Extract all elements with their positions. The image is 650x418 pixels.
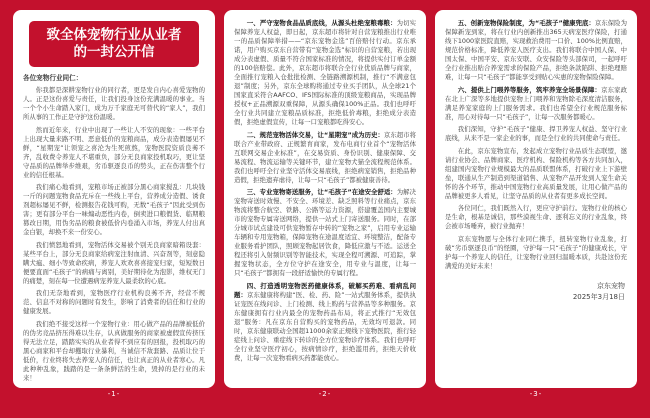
signature-date: 2025年3月18日	[572, 292, 625, 301]
letter-page-1	[13, 10, 215, 388]
page-number-1: -1-	[107, 390, 121, 398]
letter-greeting: 各位宠物行业同仁：	[23, 74, 83, 82]
letter-paragraph-petfood-chaos: 我们痛心地看到，宠粮市场正被部分黑心商家搅乱：几块钱一斤的问题宠物食品充斥在一些线上平台，营养成分造假、诱食剂超标屡见不鲜，检测报告花钱可购，无数“毛孩子”因此受到伤害；更有部分平台一味煽动恶性内卷，倒卖进口粮假货、临期粮篡改日期，用伪劣品的粮食被低价内卷涌入市场，养宠人付出真金白银，却换不来一份安心。	[23, 183, 205, 236]
section-3-heading: 三、专业宠物寄送服务，让“毛孩子”在途安全舒适：	[246, 188, 397, 196]
section-6-home-services	[445, 86, 627, 122]
section-3-pet-shipping	[234, 188, 416, 278]
section-2-heading: 二、规范宠物活体交易，让“星期宠”成为历史：	[246, 130, 384, 139]
section-5-pet-insurance	[445, 19, 627, 82]
closing-vision: 京东宠物愿与全体行业同仁携手，扭转宠物行业乱象，打破“劣币驱逐良币”的怪圈，守护每一只“毛孩子”的健康成长，守护每一个养宠人的信任，让宠物行业回归温暖本质，共赴这份充满爱的美好未来！	[445, 234, 627, 270]
section-2-body: 京东超市将联合产业带政府、正规繁育商家，发布电商行业首个“宠物活体互联网交易企业标准”，在交易资质、身份识别、健康保障、交易流程、物流运输等关键环节，建立宠物犬猫全流程规范体系。我们也呼吁全行业坚守活体交易底线，拒绝病宠销售，拒绝品种造假，拒绝遗弃虐待，让每一只“毛孩子”都被健康善待。	[234, 130, 417, 184]
page-number-3: -3-	[529, 390, 543, 398]
letter-paragraph-livepet-chaos: 我们愤怒地看到，宠物活体交易被个别无良商家暗箱设套：某些平台上，部分无良商家给病宠注射血清、兴奋剂等，刻意隐瞒犬瘟、细小等致命疾病，养宠人欢欢喜喜接宠归家，短短数日便要直面“毛孩子”的病痛与离别，美好期待化为泡影，维权无门的痛楚，刻在每一位遭遇病宠养宠人最柔软的心底。	[23, 240, 205, 285]
column-3	[435, 10, 637, 418]
section-2-livepet-trade	[234, 131, 416, 185]
letter-title-line1: 致全体宠物行业从业者	[46, 27, 182, 43]
section-1-heading: 一、严守宠物食品品质底线，从源头杜绝宠粮毒粮：	[246, 19, 397, 27]
letter-paragraph-problems: 然而近年来，行业中出现了一些让人不安的现象：一些平台上出现大量来路不明、恶意低价的宠粮商品，成分表造假屡见不鲜，“星期宠”让领宠之喜沦为生死煎熬，宠物医院资质良莠不齐，乱收费令养宠人不堪重负，部分无良商家投机取巧，更让坚守品质的品牌举步维艰，劣币驱逐良币的势头，正在伤害整个行业的信任根基。	[23, 125, 205, 179]
section-4-pet-health	[234, 282, 416, 363]
letter-title-line2: 的一封公开信	[73, 44, 155, 60]
letter-title	[29, 21, 199, 67]
section-4-heading: 四、打造透明宠物医药健康体系，破解买药难、看病乱问题：	[234, 281, 416, 299]
page-number-2: -2-	[318, 390, 332, 398]
letter-paragraph-medical-chaos: 我们无奈地看到，宠物医疗行业机构良莠不齐，经营不规范、信息不对称的问题时有发生，影响了消费者的信任和行业的健康发展。	[23, 289, 205, 315]
section-6-body: 京东家政在北上广深等多地提供宠物上门喂养和宠物除毛深度清洁服务，满足养宠家庭的上门服务需求。我们也希望全行业规范服务标准，用心对待每一只“毛孩子”，让每一次服务都暖心。	[445, 85, 628, 121]
section-3-body: 为解决宠物寄送时效慢、不安全、环境差、缺乏照料等行业痛点，京东物流将整合航空、铁路、公路等运力资源，搭建覆盖国内主要城市的宠物专属寄送网络，提供一站式上门寄送服务。同时，在部分城市试点建设可供宠物暂存中转的“宠物之家”，启用专业运输车辆和专用宠物箱，保障宠物在途温度适宜、环境整洁，配备专业服务看护团队，照顾宠物起居饮食，降低应激与不适。运送全程还将引入射频识别等智能技术，实现全程可溯源、可追踪，掌握宠物状态，全方位守护在途安全，用专业与温度，让每一只“毛孩子”都拥有一段舒适愉快的专属行程。	[234, 188, 417, 277]
letter-page-3	[435, 10, 637, 388]
signature-block	[445, 281, 627, 303]
closing-alliance-announcement: 在此，京东宠物宣布，发起成立宠物行业品质生态联盟，邀请行业协会、品牌商家、医疗机构、保险机构等各方共同加入，组建国内宠物行业规模最大的品质联盟体系，打破行业上下游壁垒，联通从生产制造到渠道销售、从宠物产品开发到人宠生命关怀的各个环节，推动中国宠物行业高质量发展，让用心做产品的品牌被更多人看见，让坚守品质的从业者有更多成长空间。	[445, 146, 627, 200]
section-4-body: 京东健康将构建“医、检、药、险”一站式服务体系，提供执证宠医在线问诊、上门检测、线上购药与营养品等多种服务。京东健康拥有行业内最全的宠物药品布局，将正式推行“无效包退”服务：凡在京东自营购买的宠物药品，无效均可退款。同时，京东健康联动全国超11000余家正规线下宠物医院，推行轻症线上问诊、重症线下转诊的全方位宠物诊疗体系。我们也呼吁全行业坚守医疗初心，按病情诊疗，拒绝滥用药，拒绝天价收费，让每一次宠物看病买药都能放心。	[234, 290, 416, 362]
column-2	[224, 10, 426, 418]
signature-name: 京东宠物	[597, 281, 625, 290]
section-5-body: 京东保险为保障新宠到家，将在行业内创新推出365天病宠医疗保险，打通线下1000家医院直赔，实现救治费用一口价、100%比例直赔，规范价格标准，降低养宠人医疗支出。我们将联合中国人保、中国太保、中国平安、京东安联、众安保险等头部保司，一起呼吁全行业推出贴合养宠需求的保险产品，拒绝条款陷阱、拒绝理赔难，让每一只“毛孩子”都能享受到贴心实惠的宠物保险保障。	[445, 19, 628, 81]
section-6-heading: 六、提供上门喂养等服务，筑牢养宠全场景保障：	[457, 85, 602, 94]
section-1-body: 为切实保障养宠人权益，即日起，京东超市将针对自营宠粮推出行业唯一的品质保障举措——“京东宠物金选”百倍赔付行动。京东承诺，用户购买京东自营带有“宠物金选”标识的自营宠粮，若出现成分表虚假、质量不符合国家标准的情况，将提供实付订单金额的100倍赔偿。此外，京东超市将联合全行业优质品牌与商家，全面推行宠粮入仓批批检测、全链路溯源机制，推行“不满意包退”制度；另外，京东全球购将通过专业买手团队，从全球21个国家直采符合AAFCO、IFS国际标准的顶级宠粮商品，实现品牌授权+正品溯源双重保障，从源头确保100%正品。我们也呼吁全行业共同建立宠粮品质标准，拒绝低价毒粮，拒绝成分表造假，拒绝虚假宣传，让每一口宠粮都吃得安心。	[234, 19, 417, 126]
letter-page-2	[224, 10, 426, 388]
section-1-petfood-quality	[234, 19, 416, 127]
letter-paragraph-intro: 你我都是深耕宠物行业的同行者，更是发自内心喜爱宠物的人。正是这份喜爱与责任，让我们投身这份充满温暖的事业。当一个个小生命踏入家门，成为万千家庭无可替代的“家人”，我们所从事的工作正是守护这份温暖。	[23, 86, 205, 121]
closing-shared-mission: 我们深知，守护“毛孩子”健康、捍卫养宠人权益、坚守行业底线，从来不是一家企业的事，而是全行业的共同使命与责任。	[445, 125, 627, 142]
closing-appeal: 各位同仁，我们既然入行，更应守护前行。宠物行业的核心是生命，根基是诚信，那些漠视生命、逐利忘义的行业乱象，终会被市场唾弃，被行业抛弃！	[445, 204, 627, 230]
letter-paragraph-refusal: 我们绝不接受这样一个宠物行业：用心做产品的品牌被低价的伪劣竞品挤压得难以生存，认真做服务的商家被虚假宣传挤压得无法立足，踏踏实实的从业者得不到应有的回报，投机取巧的黑心商家和平台却攫取行业暴利，当诚信不敌套路、品质让位于低价，行业终将失去养宠人的信任，也让真正的从业者寒心。凡此种种乱象，践踏的是一条条鲜活的生命，毁掉的是行业的未来！	[23, 319, 205, 382]
column-1	[13, 10, 215, 418]
section-5-heading: 五、创新宠物保险制度，为“毛孩子”健康兜底：	[457, 19, 595, 27]
